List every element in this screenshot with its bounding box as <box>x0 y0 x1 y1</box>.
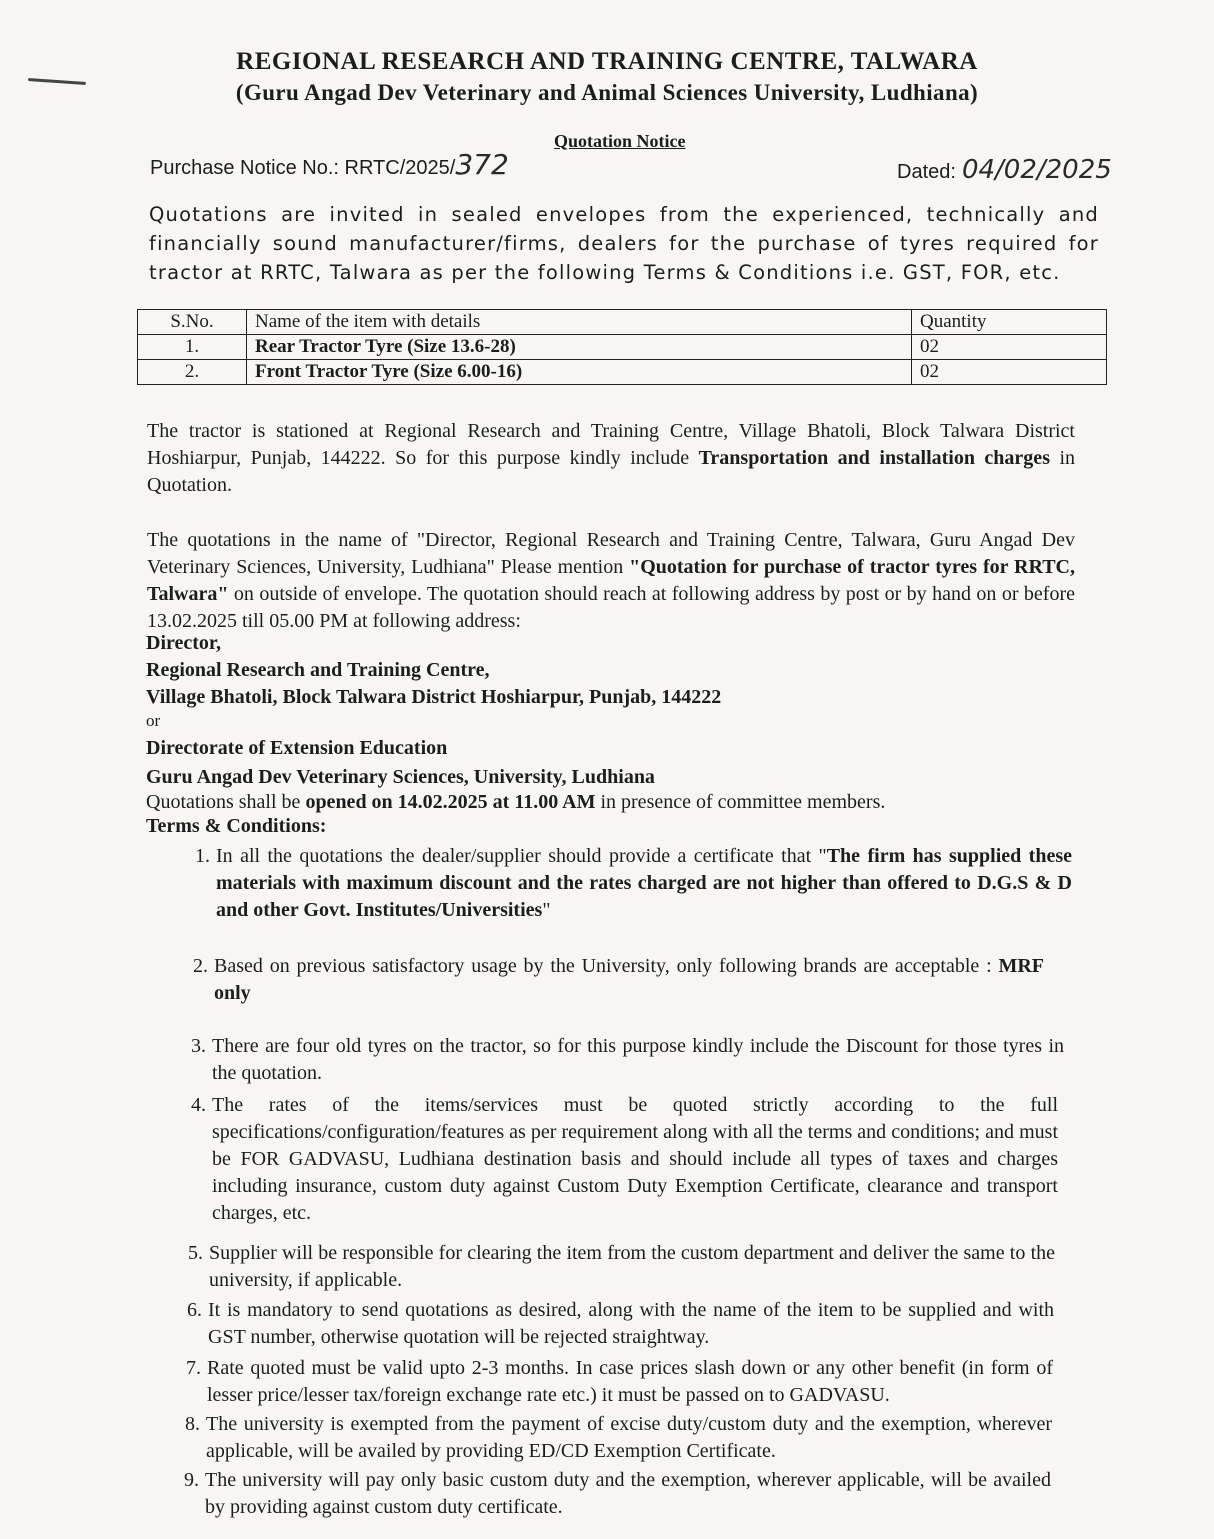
dated-label: Dated: <box>897 161 956 183</box>
row-quantity: 02 <box>912 360 1107 385</box>
term-text: The university is exempted from the payment of excise duty/custom duty and the exemption, wherever applicable, will be availed by providing ED/CD Exemption Certificate. <box>206 1413 1052 1462</box>
term-text: In all the quotations the dealer/supplier should provide a certificate that " <box>216 845 827 867</box>
term-item <box>185 1411 1052 1465</box>
opening-text: Quotations shall be <box>146 791 306 813</box>
term-text: The rates of the items/services must be quoted strictly according to the full specifications/configuration/features as per requirement along with all the terms and conditions; and must be FOR GADVASU, Ludhiana destination basis and should include all types of taxes and charges including insurance, custom duty against Custom Duty Exemption Certificate, clearance and transport charges, etc. <box>212 1094 1058 1224</box>
term-text: Supplier will be responsible for clearing the item from the custom department and deliver the same to the university, if applicable. <box>209 1242 1055 1291</box>
terms-heading: Terms & Conditions: <box>146 815 327 837</box>
term-number: 9. <box>184 1469 199 1491</box>
notice-date <box>897 155 1112 185</box>
term-bold: MRF only <box>214 955 1044 1004</box>
address-line: Directorate of Extension Education <box>146 737 448 759</box>
header-sno: S.No. <box>138 310 247 335</box>
term-tail: " <box>542 899 551 921</box>
term-text: Rate quoted must be valid upto 2-3 months. In case prices slash down or any other benefit (in form of lesser price/lesser tax/foreign exchange rate etc.) it must be passed on to GADVASU. <box>207 1357 1053 1406</box>
term-bold: The firm has supplied these materials with maximum discount and the rates charged are not higher than offered to D.G.S & D and other Govt. Institutes/Universities <box>216 845 1072 921</box>
intro-paragraph: Quotations are invited in sealed envelopes from the experienced, technically and financially sound manufacturer/firms, dealers for the purchase of tyres required for tractor at RRTC, Talwara as per the following Terms & Conditions i.e. GST, FOR, etc. <box>149 203 1099 284</box>
term-item <box>187 1297 1054 1351</box>
station-bold: Transportation and installation charges <box>698 447 1050 469</box>
term-number: 3. <box>191 1035 206 1057</box>
opening-line <box>146 790 885 815</box>
submission-paragraph <box>147 527 1075 635</box>
table-row <box>138 360 1107 385</box>
term-text: Based on previous satisfactory usage by the University, only following brands are acceptable : <box>214 955 999 977</box>
row-quantity: 02 <box>912 335 1107 360</box>
row-name: Rear Tractor Tyre (Size 13.6-28) <box>247 335 912 360</box>
row-sno: 1. <box>138 335 247 360</box>
submission-text: The quotations in the name of "Director, Regional Research and Training Centre, Talwara, Guru Angad Dev Veterinary Sciences, University, Ludhiana" Please mention <box>147 529 1075 578</box>
opening-date: opened on 14.02.2025 at 11.00 AM <box>305 791 596 813</box>
handwritten-date: 04/02/2025 <box>961 155 1112 185</box>
row-sno: 2. <box>138 360 247 385</box>
table-header-row <box>138 310 1107 335</box>
term-item <box>193 953 1044 1007</box>
term-item <box>184 1467 1051 1521</box>
org-heading: REGIONAL RESEARCH AND TRAINING CENTRE, TALWARA <box>236 48 978 75</box>
term-text: It is mandatory to send quotations as desired, along with the name of the item to be supplied and with GST number, otherwise quotation will be rejected straightway. <box>208 1299 1054 1348</box>
term-item <box>195 843 1072 924</box>
submission-bold: "Quotation for purchase of tractor tyres for RRTC, Talwara" <box>147 556 1075 605</box>
term-number: 1. <box>195 845 210 867</box>
station-paragraph <box>147 418 1075 499</box>
purchase-notice-label: Purchase Notice No.: RRTC/2025/ <box>150 157 456 179</box>
term-text: There are four old tyres on the tractor, so for this purpose kindly include the Discount for those tyres in the quotation. <box>212 1035 1064 1084</box>
term-number: 7. <box>186 1357 201 1379</box>
row-name: Front Tractor Tyre (Size 6.00-16) <box>247 360 912 385</box>
station-text: The tractor is stationed at Regional Research and Training Centre, Village Bhatoli, Block Talwara District Hoshiarpur, Punjab, 144222. So for this purpose kindly include <box>147 420 1075 469</box>
address-line: Guru Angad Dev Veterinary Sciences, University, Ludhiana <box>146 766 655 788</box>
term-item <box>191 1092 1058 1227</box>
term-number: 5. <box>188 1242 203 1264</box>
or-separator: or <box>146 711 161 730</box>
address-line: Regional Research and Training Centre, <box>146 659 490 681</box>
opening-tail: in presence of committee members. <box>595 791 886 813</box>
header-quantity: Quantity <box>912 310 1107 335</box>
term-item <box>188 1240 1055 1294</box>
station-tail: in Quotation. <box>147 447 1076 496</box>
term-number: 6. <box>187 1299 202 1321</box>
handwritten-notice-number: 372 <box>455 148 509 181</box>
university-heading: (Guru Angad Dev Veterinary and Animal Sciences University, Ludhiana) <box>235 80 979 105</box>
items-table <box>137 309 1107 385</box>
notice-title: Quotation Notice <box>554 131 686 151</box>
term-text: The university will pay only basic custom duty and the exemption, wherever applicable, will be availed by providing against custom duty certificate. <box>205 1469 1051 1518</box>
purchase-notice-number <box>150 148 509 181</box>
header-name: Name of the item with details <box>247 310 912 335</box>
term-number: 8. <box>185 1413 200 1435</box>
submission-tail: on outside of envelope. The quotation should reach at following address by post or by hand on or before 13.02.2025 till 05.00 PM at following address: <box>147 583 1075 632</box>
table-row <box>138 335 1107 360</box>
term-number: 2. <box>193 955 208 977</box>
term-item <box>191 1033 1064 1087</box>
term-number: 4. <box>191 1094 206 1116</box>
term-item <box>186 1355 1053 1409</box>
address-line: Director, <box>146 632 221 654</box>
address-line: Village Bhatoli, Block Talwara District Hoshiarpur, Punjab, 144222 <box>146 686 722 708</box>
